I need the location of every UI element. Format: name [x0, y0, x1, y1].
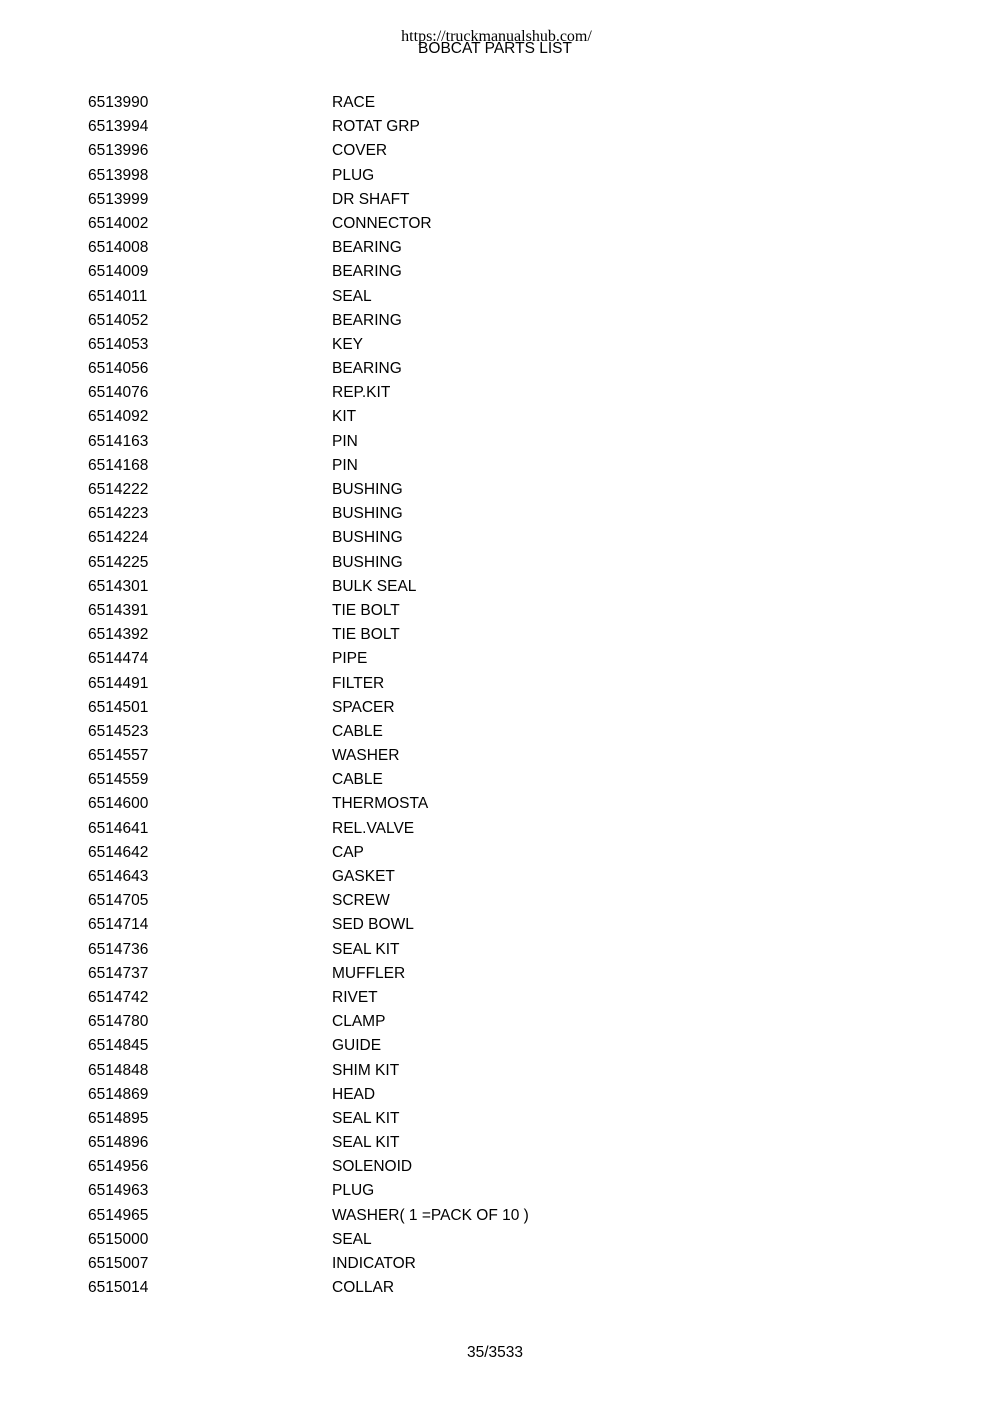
part-description: PLUG: [332, 1182, 375, 1200]
list-item: [0, 672, 993, 696]
part-number: 6514557: [88, 747, 149, 765]
list-item: [0, 164, 993, 188]
part-number: 6515007: [88, 1255, 149, 1272]
part-description: BUSHING: [332, 481, 403, 498]
part-number: 6514168: [88, 456, 149, 474]
part-description: SED BOWL: [332, 916, 414, 934]
part-number: 6514008: [88, 239, 149, 257]
part-description: RACE: [332, 94, 376, 111]
part-number: 6514163: [88, 432, 149, 450]
part-number: 6515014: [88, 1279, 149, 1297]
part-description: PIN: [332, 456, 358, 474]
list-item: [0, 188, 993, 212]
part-number: 6514011: [88, 287, 148, 305]
list-item: [0, 285, 993, 309]
part-number: 6514848: [88, 1061, 149, 1079]
part-description: SEAL KIT: [332, 940, 400, 958]
part-description: DR SHAFT: [332, 190, 410, 208]
part-description: KEY: [332, 335, 364, 353]
list-item: [0, 405, 993, 429]
list-item: [0, 1131, 993, 1155]
part-number: 6514053: [88, 335, 149, 353]
list-item: [0, 430, 993, 454]
part-description: BUSHING: [332, 553, 403, 571]
part-number: 6514643: [88, 868, 149, 885]
part-description: WASHER: [332, 747, 400, 765]
part-description: BEARING: [332, 263, 402, 281]
part-number: 6514956: [88, 1158, 149, 1176]
part-description: CABLE: [332, 722, 383, 740]
part-number: 6514002: [88, 214, 149, 232]
list-item: [0, 865, 993, 889]
part-description: HEAD: [332, 1085, 376, 1103]
part-number: 6514223: [88, 505, 149, 523]
part-number: 6514076: [88, 384, 149, 402]
part-number: 6514523: [88, 722, 149, 740]
part-number: 6514392: [88, 626, 149, 644]
part-description: BUSHING: [332, 505, 403, 523]
part-description: CABLE: [332, 771, 383, 789]
part-number: 6514491: [88, 674, 149, 692]
part-number: 6514052: [88, 311, 149, 329]
list-item: [0, 91, 993, 115]
part-description: PLUG: [332, 166, 375, 184]
part-description: THERMOSTA: [332, 795, 429, 813]
part-description: BEARING: [332, 239, 402, 257]
part-number: 6513999: [88, 190, 149, 208]
part-number: 6514501: [88, 698, 149, 716]
part-number: 6513990: [88, 94, 149, 111]
part-number: 6514780: [88, 1013, 149, 1031]
list-item: [0, 333, 993, 357]
list-item: [0, 1010, 993, 1034]
list-item: [0, 115, 993, 139]
part-number: 6514600: [88, 795, 149, 813]
part-description: BUSHING: [332, 529, 403, 547]
part-description: BULK SEAL: [332, 577, 417, 595]
list-item: [0, 478, 993, 502]
part-number: 6514225: [88, 553, 149, 571]
list-item: [0, 817, 993, 841]
part-description: SEAL KIT: [332, 1109, 400, 1127]
part-description: INDICATOR: [332, 1255, 416, 1272]
list-item: [0, 381, 993, 405]
part-number: 6513996: [88, 142, 149, 160]
part-number: 6514474: [88, 650, 149, 668]
part-description: WASHER( 1 =PACK OF 10 ): [332, 1206, 529, 1224]
header-url: https://truckmanualshub.com/: [401, 28, 592, 45]
part-number: 6514224: [88, 529, 149, 547]
page-title: BOBCAT PARTS LIST: [418, 40, 572, 57]
part-description: TIE BOLT: [332, 601, 400, 619]
part-description: COLLAR: [332, 1279, 395, 1297]
list-item: [0, 1034, 993, 1058]
part-number: 6513994: [88, 118, 149, 136]
part-number: 6515000: [88, 1230, 149, 1248]
list-item: [0, 986, 993, 1010]
part-number: 6514222: [88, 481, 149, 498]
list-item: [0, 502, 993, 526]
list-item: [0, 1083, 993, 1107]
list-item: [0, 599, 993, 623]
part-number: 6514742: [88, 988, 149, 1006]
part-number: 6514009: [88, 263, 149, 281]
list-item: [0, 623, 993, 647]
part-description: PIN: [332, 432, 358, 450]
part-description: COVER: [332, 142, 388, 160]
list-item: [0, 1059, 993, 1083]
list-item: [0, 1204, 993, 1228]
part-number: 6514896: [88, 1134, 149, 1152]
part-description: BEARING: [332, 311, 402, 329]
list-item: [0, 454, 993, 478]
list-item: [0, 889, 993, 913]
part-number: 6514559: [88, 771, 149, 789]
part-number: 6514642: [88, 843, 149, 861]
part-description: BEARING: [332, 360, 402, 378]
part-description: CLAMP: [332, 1013, 386, 1031]
part-number: 6514092: [88, 408, 149, 426]
list-item: [0, 647, 993, 671]
list-item: [0, 938, 993, 962]
part-description: GUIDE: [332, 1037, 382, 1055]
list-item: [0, 1155, 993, 1179]
part-description: KIT: [332, 408, 357, 426]
page-number: 35/3533: [466, 1344, 524, 1361]
list-item: [0, 1252, 993, 1276]
list-item: [0, 1107, 993, 1131]
part-description: FILTER: [332, 674, 385, 692]
list-item: [0, 357, 993, 381]
part-description: ROTAT GRP: [332, 118, 420, 136]
list-item: [0, 551, 993, 575]
list-item: [0, 212, 993, 236]
part-number: 6514391: [88, 601, 149, 619]
list-item: [0, 526, 993, 550]
list-item: [0, 913, 993, 937]
list-item: [0, 841, 993, 865]
list-item: [0, 962, 993, 986]
part-number: 6514736: [88, 940, 149, 958]
list-item: [0, 139, 993, 163]
parts-list: [0, 91, 993, 1300]
part-number: 6514056: [88, 360, 149, 378]
part-number: 6514869: [88, 1085, 149, 1103]
part-description: CAP: [332, 843, 364, 861]
part-description: MUFFLER: [332, 964, 406, 982]
list-item: [0, 309, 993, 333]
list-item: [0, 744, 993, 768]
part-number: 6513998: [88, 166, 149, 184]
part-description: SEAL KIT: [332, 1134, 400, 1152]
list-item: [0, 1228, 993, 1252]
part-description: CONNECTOR: [332, 214, 432, 232]
part-description: SEAL: [332, 1230, 372, 1248]
part-number: 6514965: [88, 1206, 149, 1224]
part-description: SHIM KIT: [332, 1061, 400, 1079]
list-item: [0, 1179, 993, 1203]
part-description: REP.KIT: [332, 384, 391, 402]
list-item: [0, 1276, 993, 1300]
part-description: SPACER: [332, 698, 395, 716]
part-description: PIPE: [332, 650, 368, 668]
part-number: 6514705: [88, 892, 149, 910]
list-item: [0, 260, 993, 284]
list-item: [0, 575, 993, 599]
part-number: 6514301: [88, 577, 149, 595]
part-description: SEAL: [332, 287, 372, 305]
list-item: [0, 768, 993, 792]
part-description: GASKET: [332, 868, 395, 885]
part-description: RIVET: [332, 988, 378, 1006]
part-number: 6514714: [88, 916, 149, 934]
part-description: SCREW: [332, 892, 390, 910]
list-item: [0, 720, 993, 744]
list-item: [0, 792, 993, 816]
part-number: 6514845: [88, 1037, 149, 1055]
part-description: SOLENOID: [332, 1158, 413, 1176]
part-number: 6514963: [88, 1182, 149, 1200]
part-number: 6514641: [88, 819, 149, 837]
list-item: [0, 696, 993, 720]
part-number: 6514737: [88, 964, 149, 982]
part-number: 6514895: [88, 1109, 149, 1127]
part-description: TIE BOLT: [332, 626, 400, 644]
list-item: [0, 236, 993, 260]
part-description: REL.VALVE: [332, 819, 415, 837]
